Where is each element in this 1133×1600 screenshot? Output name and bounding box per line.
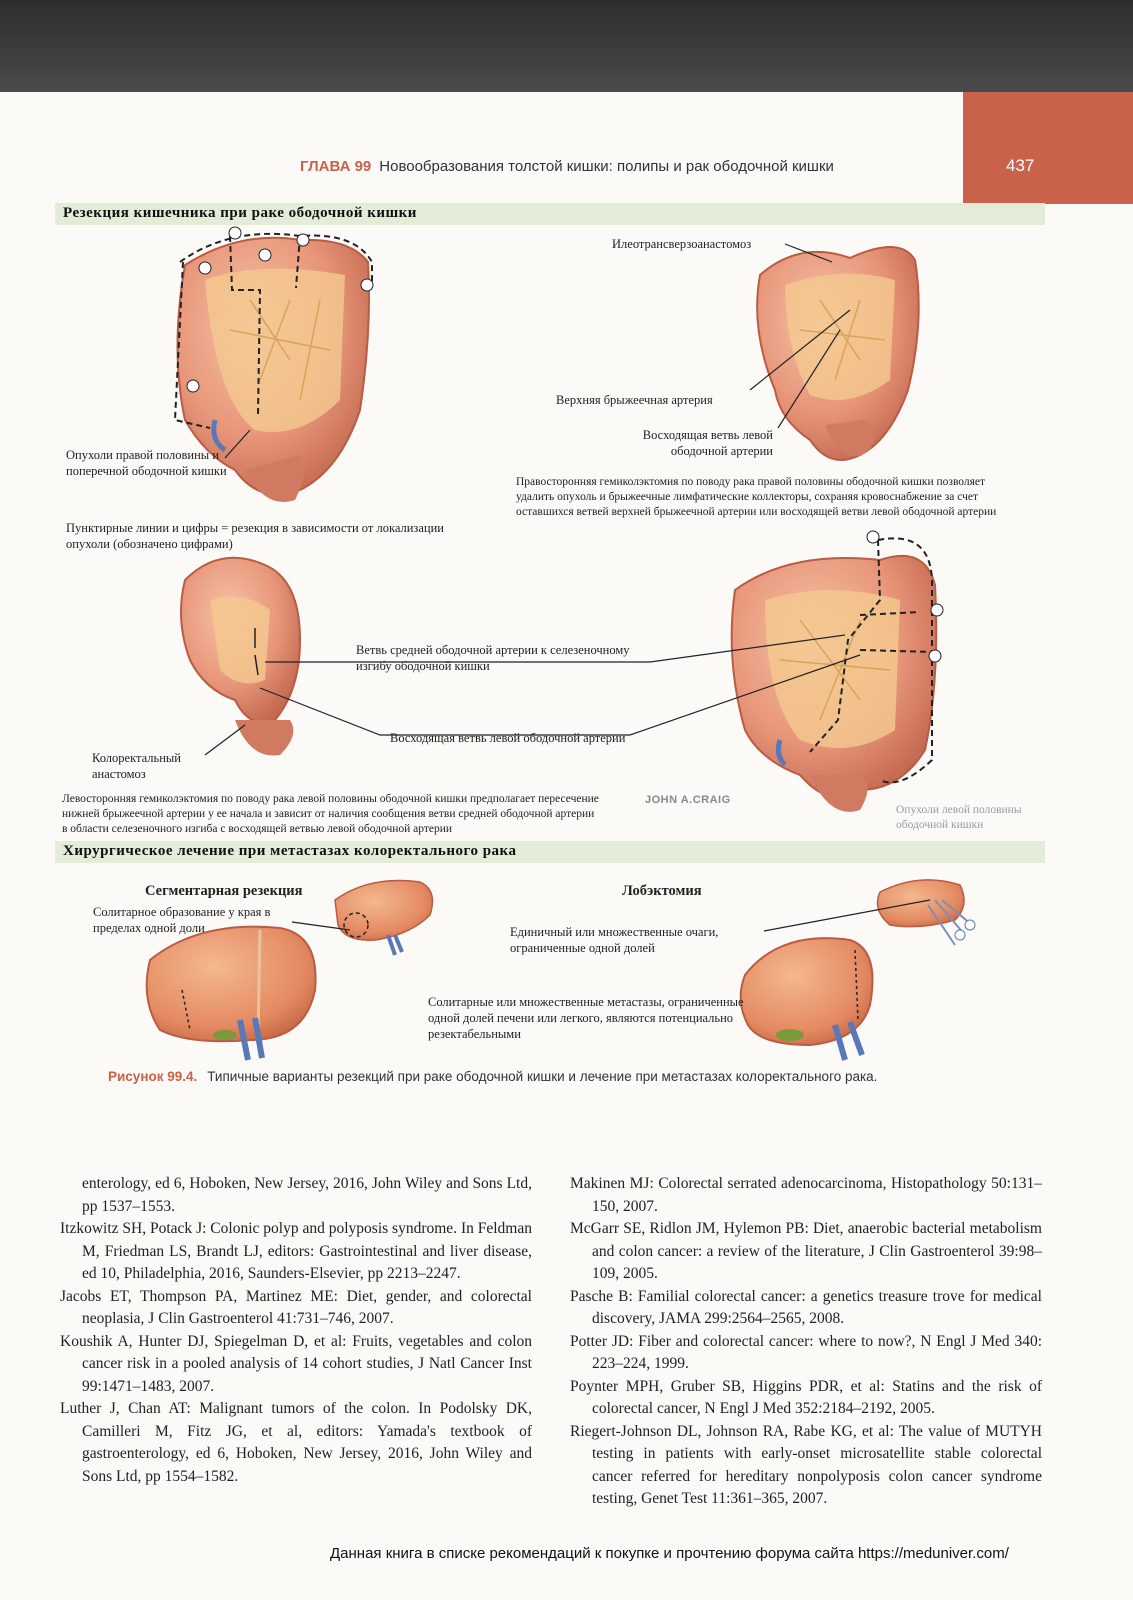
label-ascending-left-colic: Восходящая ветвь левой ободочной артерии bbox=[642, 428, 773, 458]
label-sma: Верхняя брыжеечная артерия bbox=[556, 393, 713, 407]
reference-item: McGarr SE, Ridlon JM, Hylemon PB: Diet, anaerobic bacterial metabolism and colon cancer: a review of the literature, J Clin Gastroenterol 39:98–109, 2005. bbox=[570, 1220, 1042, 1282]
figure-caption-text: Типичные варианты резекций при раке ободочной кишки и лечение при метастазах колоректального рака. bbox=[207, 1069, 878, 1084]
reference-item: Jacobs ET, Thompson PA, Martinez ME: Diet, gender, and colorectal neoplasia, J Clin Gastroenterol 41:731–746, 2007. bbox=[60, 1287, 532, 1327]
reference-item: Riegert-Johnson DL, Johnson RA, Rabe KG, et al: The value of MUTYH testing in patients with early-onset microsatellite stable colorectal cancer referred for hereditary nonpolyposis colon cancer syndrome testing, Genet Test 11:361–365, 2007. bbox=[570, 1422, 1042, 1507]
footer-note: Данная книга в списке рекомендаций к покупке и прочтению форума сайта https://meduniver.com/ bbox=[330, 1545, 1009, 1562]
reference-item: Potter JD: Fiber and colorectal cancer: where to now?, N Engl J Med 340: 223–224, 1999. bbox=[570, 1332, 1042, 1372]
note-dotted-lines: Пунктирные линии и цифры = резекция в зависимости от локализации опухоли (обозначено цифрами) bbox=[66, 521, 444, 551]
label-tumor-right-transverse: Опухоли правой половины и поперечной ободочной кишки bbox=[66, 448, 227, 478]
liver-small-lobectomy bbox=[878, 880, 975, 945]
label-colorectal-anastomosis: Колоректальный анастомоз bbox=[92, 751, 181, 781]
reference-item: enterology, ed 6, Hoboken, New Jersey, 2016, John Wiley and Sons Ltd, pp 1537–1553. bbox=[82, 1175, 532, 1215]
liver-small-segmental bbox=[335, 880, 432, 955]
references-right-column bbox=[570, 1173, 1042, 1511]
label-middle-colic-branch: Ветвь средней ободочной артерии к селезеночному изгибу ободочной кишки bbox=[356, 643, 630, 673]
note-resectable: Солитарные или множественные метастазы, ограниченные одной долей печени или легкого, являются потенциально резектабельными bbox=[428, 995, 744, 1041]
label-ascending-left-colic-2: Восходящая ветвь левой ободочной артерии bbox=[390, 731, 626, 745]
reference-item: Koushik A, Hunter DJ, Spiegelman D, et al: Fruits, vegetables and colon cancer risk in a pooled analysis of 14 cohort studies, J Natl Cancer Inst 99:1471–1483, 2007. bbox=[60, 1332, 532, 1395]
note-left-hemicolectomy: Левосторонняя гемиколэктомия по поводу рака левой половины ободочной кишки предполагает пересечение нижней брыжеечной артерии у ее начала и зависит от наличия сообщения ветви средней ободочной артерии в области селезеночного изгиба с восходящей ветвью левой ободочной артерии bbox=[62, 793, 599, 835]
chapter-number: ГЛАВА 99 bbox=[300, 158, 372, 175]
figure-number: Рисунок 99.4. bbox=[108, 1069, 198, 1084]
figure-caption bbox=[108, 1069, 877, 1084]
liver-large-segmental bbox=[147, 927, 316, 1060]
reference-item: Luther J, Chan AT: Malignant tumors of the colon. In Podolsky DK, Camilleri M, Fitz JG, et al, editors: Yamada's textbook of gastroenterology, ed 6, Hoboken, New Jersey, 2016, John Wiley and Sons Ltd, pp 1554–1582. bbox=[60, 1400, 532, 1485]
section-title-resection: Резекция кишечника при раке ободочной кишки bbox=[63, 205, 417, 221]
label-ileotransverse: Илеотрансверзоанастомоз bbox=[612, 237, 752, 251]
reference-item: Poynter MPH, Gruber SB, Higgins PDR, et al: Statins and the risk of colorectal cancer, N Engl J Med 352:2184–2192, 2005. bbox=[570, 1377, 1042, 1417]
colon-illustration-left-anastomosis bbox=[181, 558, 300, 756]
colon-illustration-left-tumors bbox=[732, 531, 943, 812]
label-left-tumors: Опухоли левой половины ободочной кишки bbox=[896, 804, 1022, 831]
reference-item: Pasche B: Familial colorectal cancer: a genetics treasure trove for medical discovery, JAMA 299:2564–2565, 2008. bbox=[570, 1287, 1042, 1327]
section-title-metastases: Хирургическое лечение при метастазах колоректального рака bbox=[63, 843, 517, 859]
liver-large-lobectomy bbox=[741, 938, 873, 1060]
label-lobectomy: Единичный или множественные очаги, ограниченные одной долей bbox=[510, 925, 719, 955]
artist-signature: JOHN A.CRAIG bbox=[645, 794, 731, 806]
reference-item: Makinen MJ: Colorectal serrated adenocarcinoma, Histopathology 50:131–150, 2007. bbox=[570, 1175, 1042, 1215]
references-left-column bbox=[60, 1173, 532, 1488]
label-segmental: Солитарное образование у края в пределах одной доли bbox=[93, 905, 271, 935]
colon-illustration-ileotransverse bbox=[757, 247, 919, 460]
chapter-title: Новообразования толстой кишки: полипы и рак ободочной кишки bbox=[379, 158, 834, 175]
title-segmental-resection: Сегментарная резекция bbox=[145, 883, 303, 899]
title-lobectomy: Лобэктомия bbox=[622, 883, 702, 899]
reference-item: Itzkowitz SH, Potack J: Colonic polyp and polyposis syndrome. In Feldman M, Friedman LS, Brandt LJ, editors: Gastrointestinal and liver disease, ed 10, Philadelphia, 2016, Saunders-Elsevier, pp 2213–2247. bbox=[60, 1220, 532, 1282]
page-number: 437 bbox=[1006, 156, 1035, 175]
note-right-hemicolectomy: Правосторонняя гемиколэктомия по поводу рака правой половины ободочной кишки позволяет удалить опухоль и брыжеечные лимфатические коллекторы, сохраняя кровоснабжение за счет оставшихся ветвей верхней брыжеечной артерии или восходящей ветви левой ободочной артерии bbox=[516, 476, 997, 518]
